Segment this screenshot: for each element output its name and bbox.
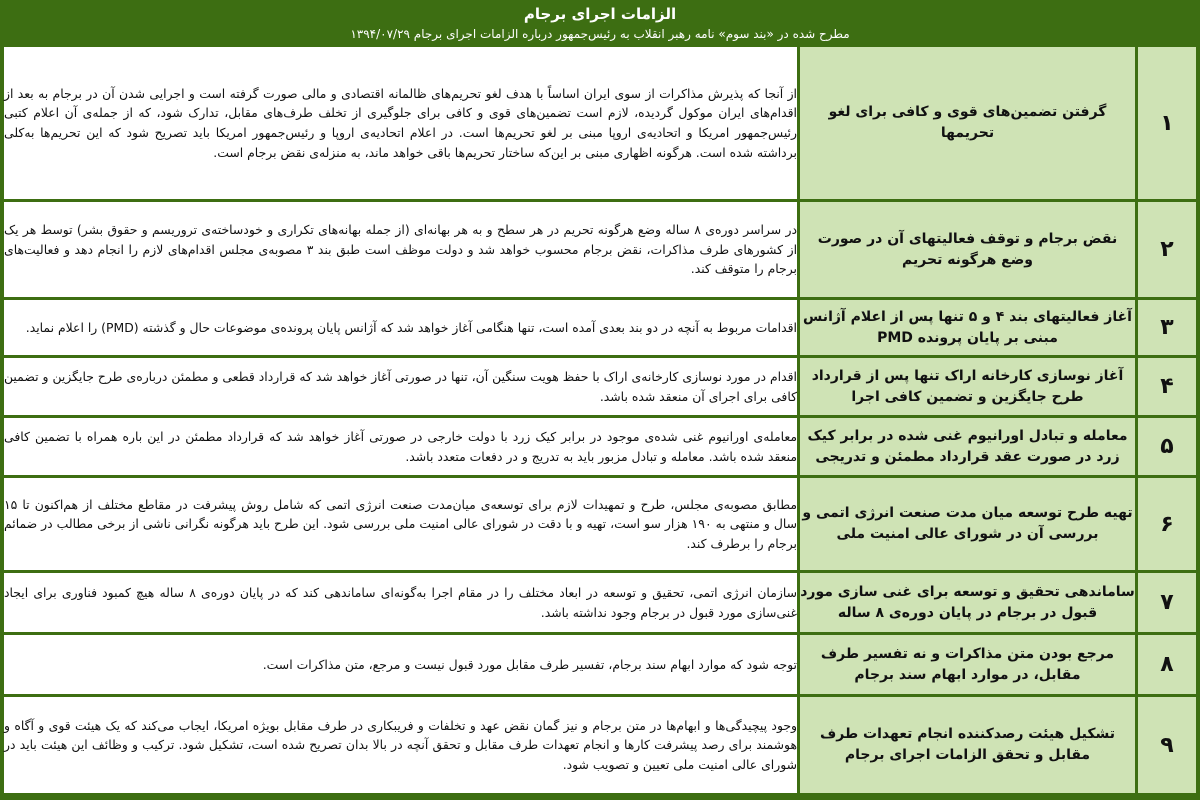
row-description: وجود پیچیدگی‌ها و ابهام‌ها در متن برجام و نیز گمان نقض عهد و تخلفات و فریبکاری در طرف مقابل بویژه امریکا، ایجاب می‌کند که یک هیئت قوی و آگاه و هوشمند برای رصد پیشرفت کارها و انجام تعهدات طرف مقابل و تحقق آنچه در بالا بدان تصریح شده است، تشکیل شود. ترکیب و وظائف این هیئت باید در شورای عالی امنیت ملی تعیین و تصویب شود. [4, 697, 797, 793]
row-number: ۲ [1135, 202, 1196, 297]
table-row [4, 697, 1196, 793]
row-number: ۴ [1135, 358, 1196, 415]
document-subtitle: مطرح شده در «بند سوم» نامه رهبر انقلاب به رئیس‌جمهور درباره الزامات اجرای برجام ۱۳۹۴/۰۷/۲۹ [350, 27, 850, 41]
row-topic: گرفتن تضمین‌های قوی و کافی برای لغو تحریمها [797, 47, 1135, 199]
row-description: اقدامات مربوط به آنچه در دو بند بعدی آمده است، تنها هنگامی آغاز خواهد شد که آژانس پایان پرونده‌ی موضوعات حال و گذشته (PMD) را اعلام نماید. [4, 300, 797, 355]
table-row [4, 573, 1196, 632]
row-topic: تشکیل هیئت رصدکننده انجام تعهدات طرف مقابل و تحقق الزامات اجرای برجام [797, 697, 1135, 793]
row-description: اقدام در مورد نوسازی کارخانه‌ی اراک با حفظ هویت سنگین آن، تنها در صورتی آغاز خواهد شد که قرارداد قطعی و مطمئن درباره‌ی طرح جایگزین و تضمین کافی برای اجرای آن منعقد شده باشد. [4, 358, 797, 415]
row-description: در سراسر دوره‌ی ۸ ساله وضع هرگونه تحریم در هر سطح و به هر بهانه‌ای (از جمله بهانه‌های تکراری و خودساخته‌ی تروریسم و حقوق بشر) توسط هر یک از کشورهای طرف مذاکرات، نقض برجام محسوب خواهد شد و دولت موظف است طبق بند ۳ مصوبه‌ی مجلس اقدام‌های لازم را انجام دهد و فعالیت‌های برجام را متوقف کند. [4, 202, 797, 297]
row-number: ۱ [1135, 47, 1196, 199]
table-row [4, 358, 1196, 415]
row-topic: معامله و تبادل اورانیوم غنی شده در برابر کیک زرد در صورت عقد قرارداد مطمئن و تدریجی [797, 418, 1135, 475]
table-row [4, 418, 1196, 475]
row-topic: تهیه طرح توسعه میان مدت صنعت انرژی اتمی و بررسی آن در شورای عالی امنیت ملی [797, 478, 1135, 570]
requirements-table [4, 44, 1196, 796]
table-row [4, 635, 1196, 694]
document-title: الزامات اجرای برجام [523, 5, 677, 23]
row-description: توجه شود که موارد ابهام سند برجام، تفسیر طرف مقابل مورد قبول نیست و مرجع، متن مذاکرات است. [4, 635, 797, 694]
row-number: ۶ [1135, 478, 1196, 570]
document-header [4, 0, 1196, 47]
row-number: ۷ [1135, 573, 1196, 632]
row-topic: نقض برجام و توقف فعالیتهای آن در صورت وضع هرگونه تحریم [797, 202, 1135, 297]
row-number: ۵ [1135, 418, 1196, 475]
table-row [4, 202, 1196, 297]
row-topic: آغاز نوسازی کارخانه اراک تنها پس از قرارداد طرح جایگزین و تضمین کافی اجرا [797, 358, 1135, 415]
row-description: معامله‌ی اورانیوم غنی شده‌ی موجود در برابر کیک زرد با دولت خارجی در صورتی آغاز خواهد شد که قرارداد مطمئن در این باره همراه با تضمین کافی منعقد شده باشد. معامله و تبادل مزبور باید به تدریج و در دفعات متعدد باشد. [4, 418, 797, 475]
row-description: از آنجا که پذیرش مذاکرات از سوی ایران اساساً با هدف لغو تحریم‌های ظالمانه اقتصادی و مالی صورت گرفته است و اجرایی شدن آن در برجام به بعد از اقدام‌های ایران موکول گردیده، لازم است تضمین‌های قوی و کافی برای جلوگیری از تخلف طرف‌های مقابل، تدارک شود، که از جمله‌ی آن اعلام کتبی رئیس‌جمهور امریکا و اتحادیه‌ی اروپا مبنی بر لغو تحریم‌ها است. در اعلام اتحادیه‌ی اروپا و رئیس‌جمهور امریکا باید تصریح شود که این تحریم‌ها به‌کلی برداشته شده است. هرگونه اظهاری مبنی بر این‌که ساختار تحریم‌ها باقی خواهد ماند، به منزله‌ی نقض برجام است. [4, 47, 797, 199]
row-topic: ساماندهی تحقیق و توسعه برای غنی سازی مورد قبول در برجام در پایان دوره‌ی ۸ ساله [797, 573, 1135, 632]
table-row [4, 47, 1196, 199]
row-description: مطابق مصوبه‌ی مجلس، طرح و تمهیدات لازم برای توسعه‌ی میان‌مدت صنعت انرژی اتمی که شامل روش پیشرفت در مقاطع مختلف از هم‌اکنون تا ۱۵ سال و منتهی به ۱۹۰ هزار سو است، تهیه و با دقت در شورای عالی امنیت ملی بررسی شود. این طرح باید هرگونه نگرانی ناشی از برخی مطالب در ضمائم برجام را برطرف کند. [4, 478, 797, 570]
table-row [4, 300, 1196, 355]
row-topic: مرجع بودن متن مذاکرات و نه تفسیر طرف مقابل، در موارد ابهام سند برجام [797, 635, 1135, 694]
row-topic: آغاز فعالیتهای بند ۴ و ۵ تنها پس از اعلام آژانس مبنی بر پایان پرونده PMD [797, 300, 1135, 355]
row-number: ۸ [1135, 635, 1196, 694]
row-number: ۳ [1135, 300, 1196, 355]
row-description: سازمان انرژی اتمی، تحقیق و توسعه در ابعاد مختلف را در مقام اجرا به‌گونه‌ای ساماندهی کند که در پایان دوره‌ی ۸ ساله هیچ کمبود فناوری برای ایجاد غنی‌سازی مورد قبول در برجام وجود نداشته باشد. [4, 573, 797, 632]
table-row [4, 478, 1196, 570]
row-number: ۹ [1135, 697, 1196, 793]
